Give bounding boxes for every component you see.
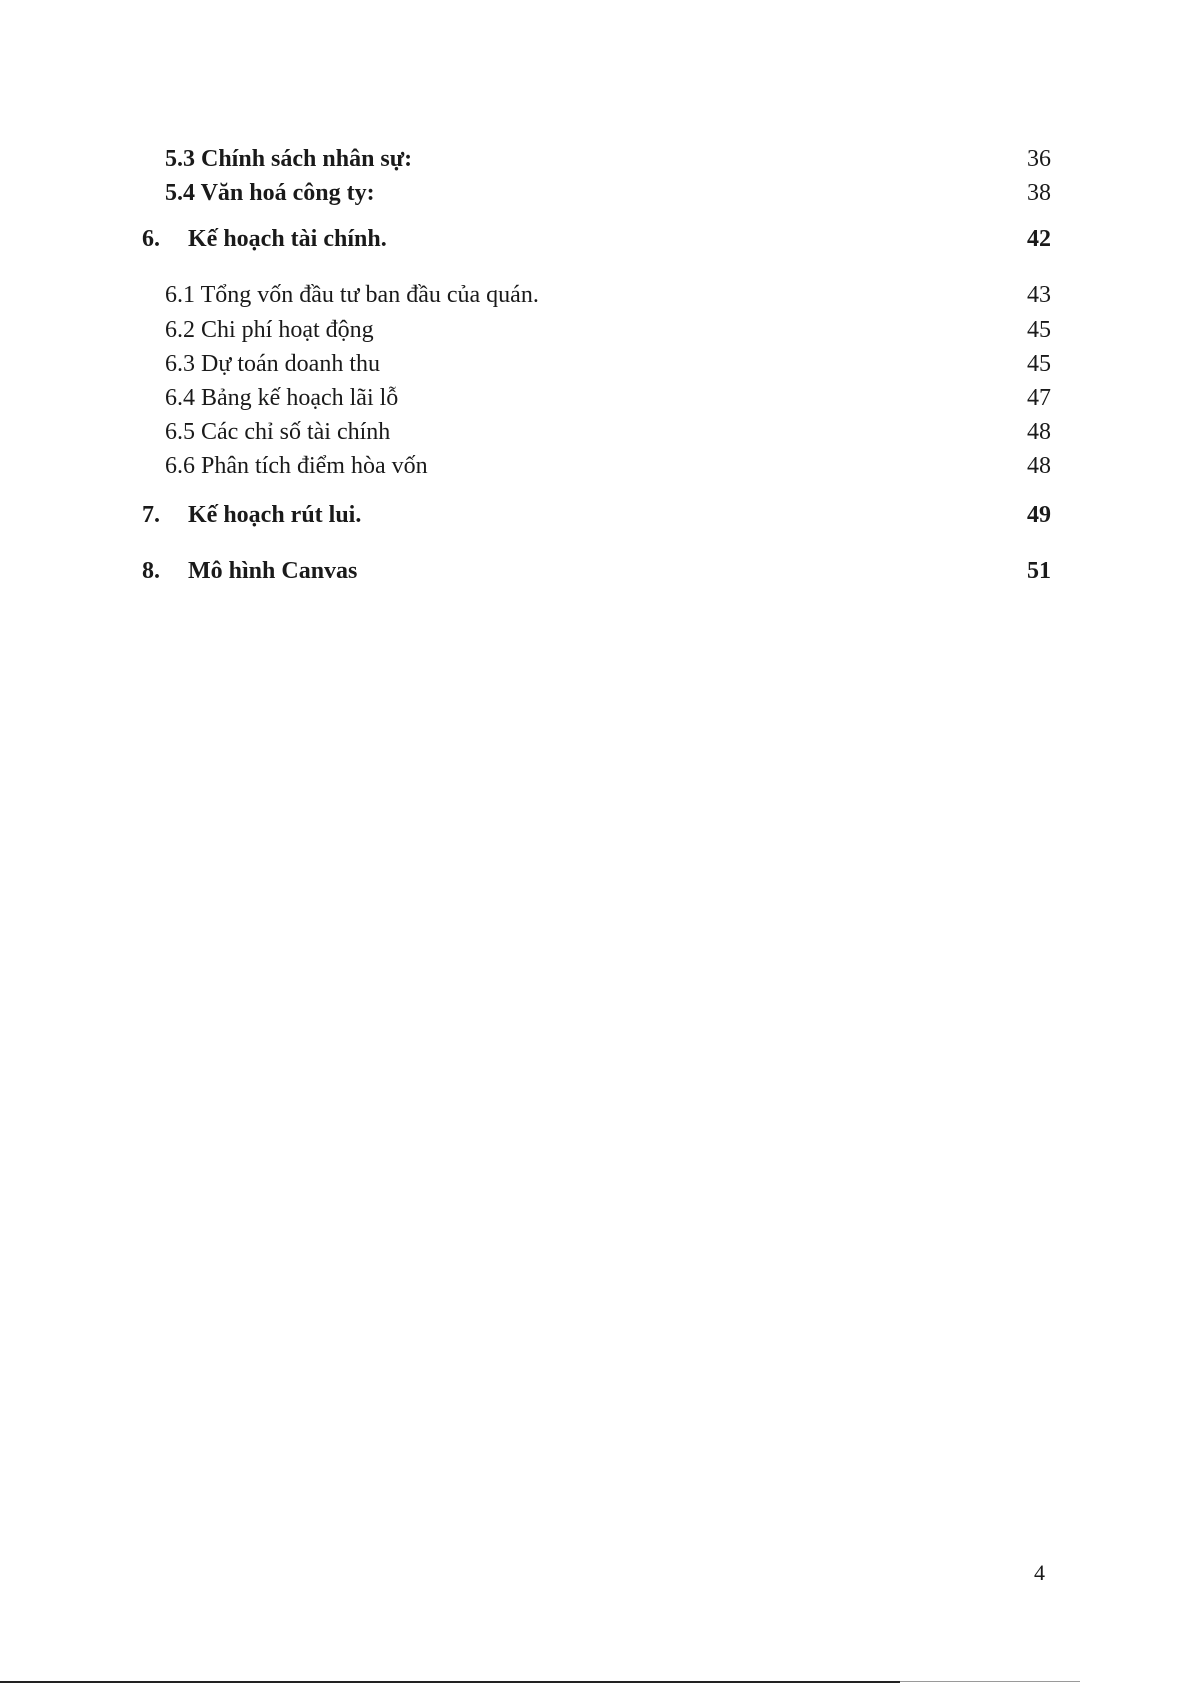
toc-entry-page: 38 [1027, 180, 1051, 206]
toc-entry-label: 6.1 Tổng vốn đầu tư ban đầu của quán. [165, 282, 539, 308]
footer-divider-faint [900, 1681, 1080, 1682]
toc-entry-page: 36 [1027, 146, 1051, 172]
toc-entry-label: Kế hoạch tài chính. [188, 226, 387, 252]
toc-entry-page: 45 [1027, 317, 1051, 343]
toc-entry-page: 42 [1027, 226, 1051, 252]
toc-entry-page: 45 [1027, 351, 1051, 377]
toc-entry-page: 48 [1027, 453, 1051, 479]
toc-entry-label-group [142, 556, 357, 586]
toc-entry-number: 8. [142, 558, 160, 584]
toc-entry-number: 7. [142, 502, 160, 528]
toc-entry-number: 6. [142, 226, 160, 252]
toc-entry-label-group [142, 224, 387, 254]
toc-entry-label: 5.3 Chính sách nhân sự: [165, 146, 413, 172]
toc-entry-label-group [142, 500, 361, 530]
footer-divider [0, 1681, 900, 1683]
toc-entry-label: 6.3 Dự toán doanh thu [165, 351, 380, 377]
page-number: 4 [1034, 1560, 1045, 1585]
toc-entry-page: 51 [1027, 558, 1051, 584]
toc-entry-label: 6.5 Các chỉ số tài chính [165, 419, 391, 445]
toc-entry-page: 43 [1027, 282, 1051, 308]
toc-entry-label: 6.2 Chi phí hoạt động [165, 317, 374, 343]
toc-entry-page: 47 [1027, 385, 1051, 411]
toc-entry-label: 6.4 Bảng kế hoạch lãi lỗ [165, 385, 399, 411]
toc-entry-page: 49 [1027, 502, 1051, 528]
toc-entry-label: Mô hình Canvas [188, 558, 358, 584]
toc-entry-page: 48 [1027, 419, 1051, 445]
toc-entry-label: 5.4 Văn hoá công ty: [165, 180, 375, 206]
toc-entry-label: 6.6 Phân tích điểm hòa vốn [165, 453, 428, 479]
toc-entry-label: Kế hoạch rút lui. [188, 502, 362, 528]
